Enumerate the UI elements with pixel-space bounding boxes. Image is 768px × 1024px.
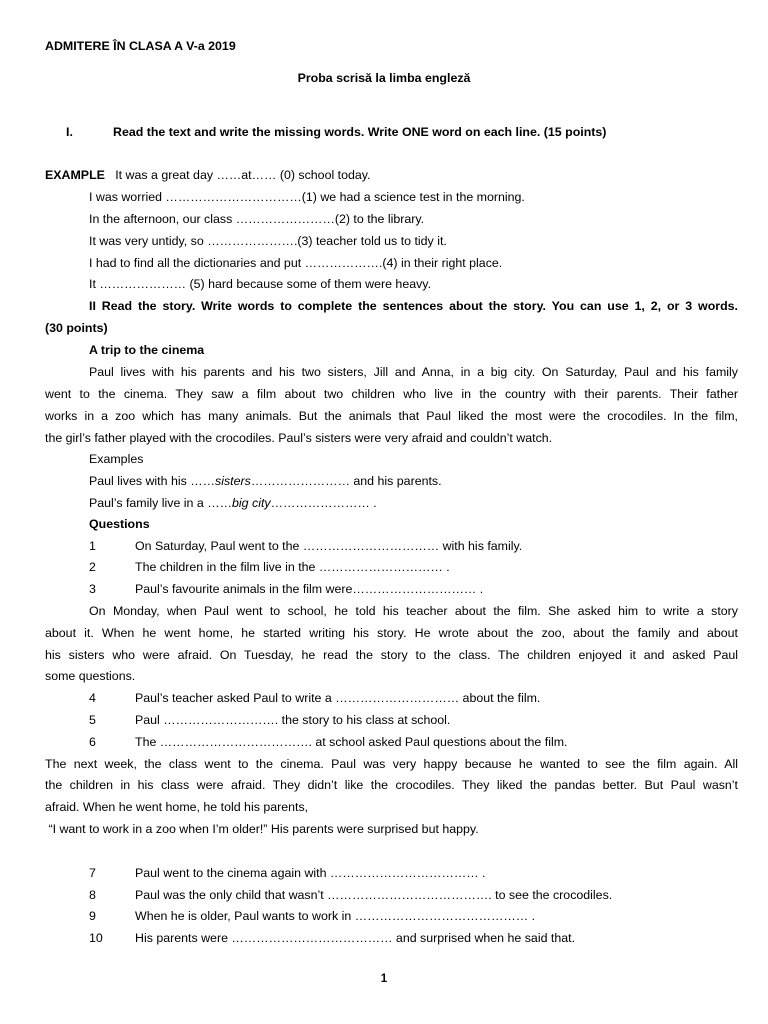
question-text: His parents were ………………………………… and surprised when he said that. [135,931,576,945]
question-number: 6 [89,735,96,749]
question-text: The children in the film live in the ………………………… . [135,560,450,574]
gap-line-5: It ………………… (5) hard because some of them were heavy. [89,277,432,291]
story-para2-line1: On Monday, when Paul went to school, he told his teacher about the film. She asked him to write a story [89,604,738,618]
story-para1-line1: Paul lives with his parents and his two sisters, Jill and Anna, in a big city. On Saturday, Paul and his family [89,365,738,379]
question-number: 10 [89,931,103,945]
example-label: EXAMPLE [45,168,105,182]
question-text: When he is older, Paul wants to work in …………………………………… . [135,909,536,923]
question-text: On Saturday, Paul went to the …………………………… with his family. [135,539,523,553]
example-2: Paul’s family live in a ……big city…………………… . [89,496,377,510]
example-1: Paul lives with his ……sisters…………………… and his parents. [89,474,442,488]
story-para3-line2: the children in his class were afraid. They didn’t like the crocodiles. They liked the pandas better. But Paul wasn’t [45,778,738,792]
question-number: 5 [89,713,96,727]
section1-instruction: Read the text and write the missing words. Write ONE word on each line. (15 points) [113,125,607,139]
gap-line-1: I was worried ……………………………(1) we had a science test in the morning. [89,190,525,204]
section1-example [45,167,371,183]
question-number: 2 [89,560,96,574]
question-number: 1 [89,539,96,553]
question-number: 8 [89,888,96,902]
section2-instruction: II Read the story. Write words to complete the sentences about the story. You can use 1, 2, or 3 words. [89,299,738,313]
question-text: Paul’s teacher asked Paul to write a ………………………… about the film. [135,691,541,705]
story-para2-line3: his sisters who were afraid. On Tuesday, he read the story to the class. The children enjoyed it and asked Paul [45,648,738,662]
question-text: Paul’s favourite animals in the film were………………………… . [135,582,484,596]
exam-subtitle: Proba scrisă la limba engleză [297,71,471,85]
example-text: It was a great day ……at…… (0) school today. [115,168,371,182]
story-para3-line3: afraid. When he went home, he told his parents, [45,800,309,814]
example-2-answer: big city [232,496,271,510]
questions-label: Questions [89,517,150,531]
section1-number: I. [66,125,73,139]
question-number: 7 [89,866,96,880]
gap-line-4: I had to find all the dictionaries and put ……………….(4) in their right place. [89,256,503,270]
question-text: The ………………………………. at school asked Paul questions about the film. [135,735,568,749]
question-text: Paul was the only child that wasn’t …………………………………. to see the crocodiles. [135,888,613,902]
question-number: 4 [89,691,96,705]
question-text: Paul ………………………. the story to his class at school. [135,713,451,727]
story-para2-line2: about it. When he went home, he started writing his story. He wrote about the zoo, about the family and about [45,626,738,640]
story-para1-line4: the girl’s father played with the crocodiles. Paul’s sisters were very afraid and couldn’t watch. [45,431,553,445]
story-para3-line4: “I want to work in a zoo when I’m older!” His parents were surprised but happy. [45,822,479,836]
story-para2-line4: some questions. [45,669,136,683]
examples-label: Examples [89,452,144,466]
gap-line-3: It was very untidy, so ………………….(3) teacher told us to tidy it. [89,234,447,248]
page-number: 1 [380,973,388,985]
gap-line-2: In the afternoon, our class ……………………(2) to the library. [89,212,425,226]
question-number: 9 [89,909,96,923]
story-title: A trip to the cinema [89,343,205,357]
story-para1-line3: works in a zoo which has many animals. But the animals that Paul liked the most were the crocodiles. In the film, [45,409,738,423]
exam-title: ADMITERE ÎN CLASA A V-a 2019 [45,39,236,53]
story-para1-line2: went to the cinema. They saw a film about two children who live in the country with their parents. Their father [45,387,738,401]
story-para3-line1: The next week, the class went to the cinema. Paul was very happy because he wanted to see the film again. All [45,757,738,771]
question-text: Paul went to the cinema again with ……………………………… . [135,866,486,880]
example-1-answer: sisters [215,474,251,488]
question-number: 3 [89,582,96,596]
section2-points: (30 points) [45,321,108,335]
